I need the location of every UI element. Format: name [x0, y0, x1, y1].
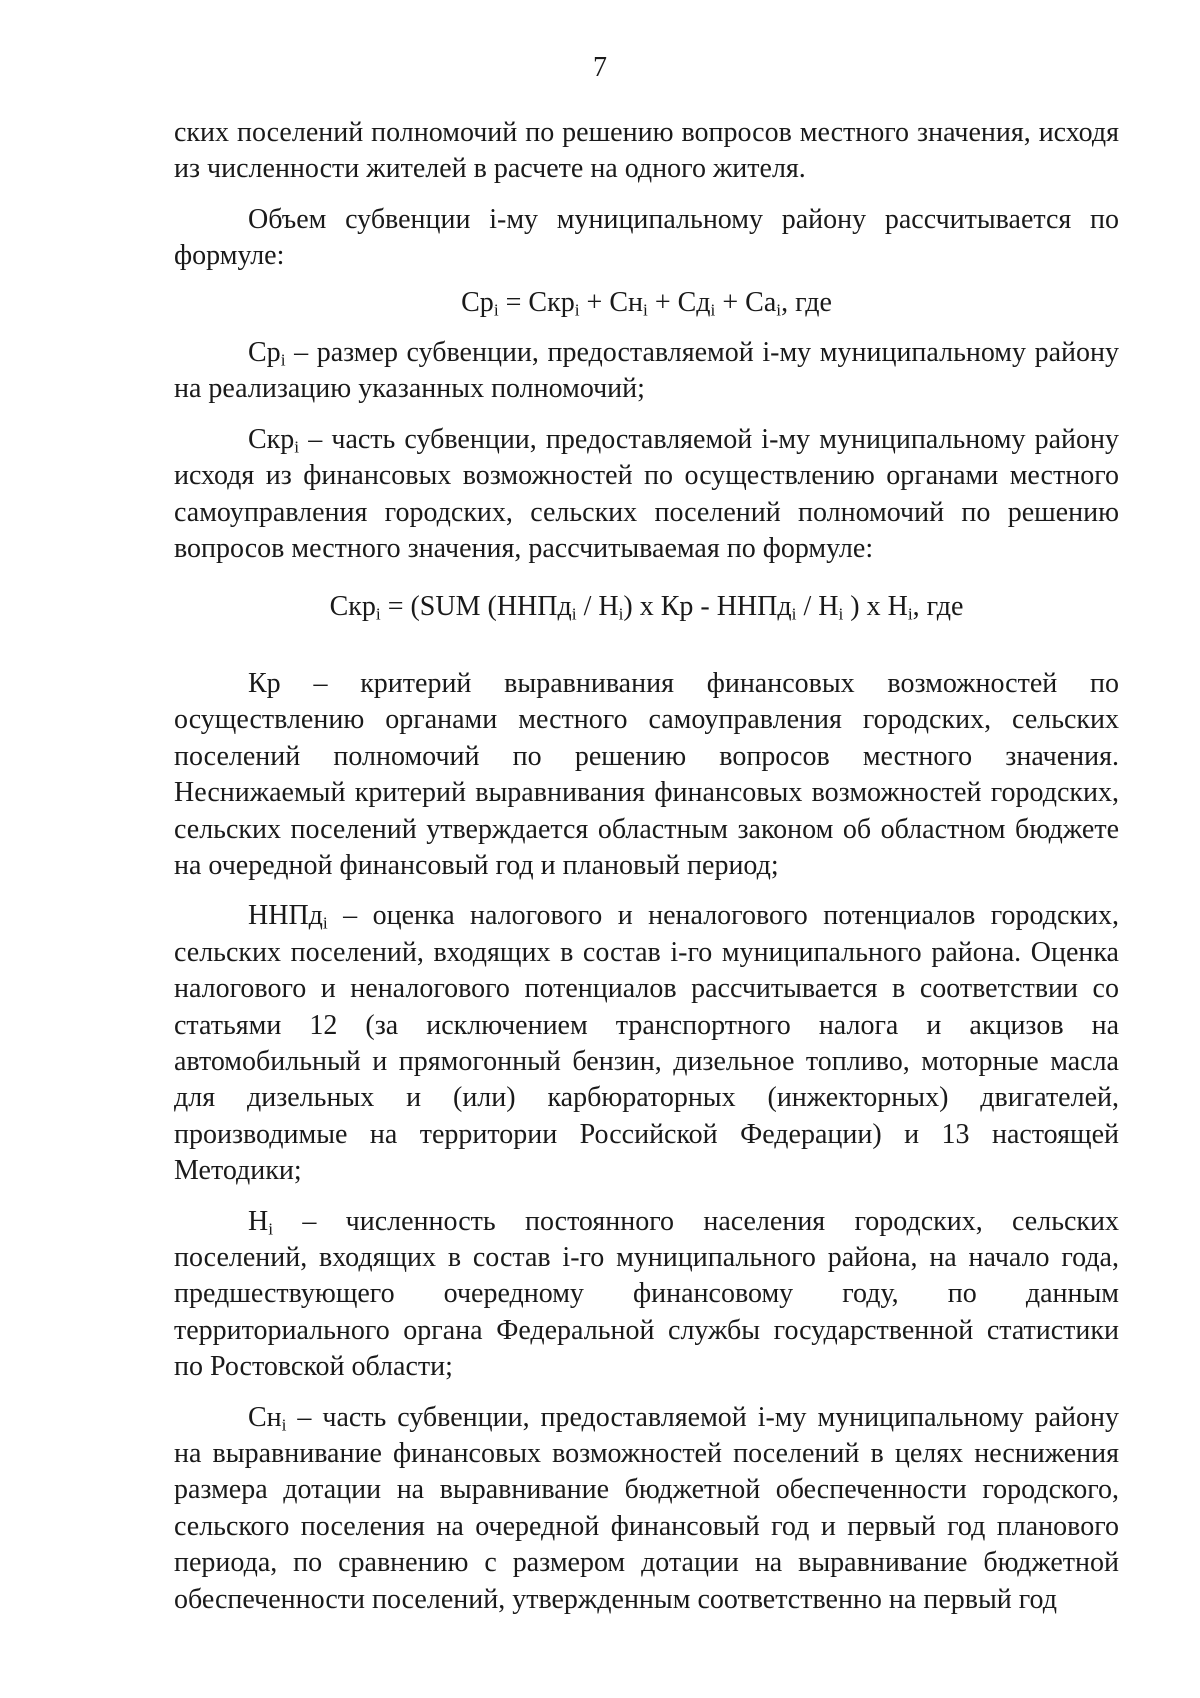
term: Ср [248, 337, 281, 369]
formula-skr: Скр$_i$ = (SUM (ННПд$_i$ / $Н_i$) х Кр - ННПд$_i$ / $Н_i$ ) х $Н_i$, где [329, 591, 964, 624]
paragraph-text: Объем субвенции i-му муниципальному району рассчитывается по формуле: [174, 203, 1119, 272]
definition-sn: $Сн_i$ – часть субвенции, предоставляемой i-му муниципальному району на выравнивание финансовых возможностей поселений в целях неснижения размера дотации на выравнивание бюджетной обеспеченности городского, сельского поселения на очередной финансовый год и первый год планового периода, по сравнению с размером дотации на выравнивание бюджетной обеспеченности поселений, утвержденным соответственно на первый год [174, 1401, 1119, 1615]
term: Скр [248, 423, 295, 455]
definition-kr [174, 666, 1119, 884]
definition-text: – критерий выравнивания финансовых возможностей по осуществлению органами местного самоуправления городских, сельских поселений полномочий по решению вопросов местного значения. Неснижаемый критерий выравнивания финансовых возможностей городских, сельских поселений утверждается областным законом об областном бюджете на очередной финансовый год и плановый период; [174, 667, 1119, 881]
definition-skr: Скр$_i$ – часть субвенции, предоставляемой i-му муниципальному району исходя из финансовых возможностей по осуществлению органами местного самоуправления городских, сельских поселений полномочий по решению вопросов местного значения, рассчитываемая по формуле: [174, 423, 1119, 565]
definition-nnpd: ННПд$_i$ – оценка налогового и неналогового потенциалов городских, сельских поселений, входящих в состав i-го муниципального района. Оценка налогового и неналогового потенциалов рассчитывается в соответствии со статьями 12 (за исключением транспортного налога и акцизов на автомобильный и прямогонный бензин, дизельное топливо, моторные масла для дизельных и (или) карбюраторных (инжекторных) двигателей, производимые на территории Российской Федерации) и 13 настоящей Методики; [174, 900, 1119, 1187]
definition-sr: $Ср_i$ – размер субвенции, предоставляемой i-му муниципальному району на реализацию указанных полномочий; [174, 337, 1119, 405]
definition-text: – часть субвенции, предоставляемой i-му муниципальному району исходя из финансовых возможностей по осуществлению органами местного самоуправления городских, сельских поселений полномочий по решению вопросов местного значения, рассчитываемая по формуле: [174, 423, 1119, 565]
term: Н [248, 1205, 269, 1237]
definition-text: – оценка налогового и неналогового потенциалов городских, сельских поселений, входящих в состав i-го муниципального района. Оценка налогового и неналогового потенциалов рассчитывается в соответствии со статьями 12 (за исключением транспортного налога и акцизов на автомобильный и прямогонный бензин, дизельное топливо, моторные масла для дизельных и (или) карбюраторных (инжекторных) двигателей, производимые на территории Российской Федерации) и 13 настоящей Методики; [174, 900, 1119, 1187]
paragraph [174, 202, 1119, 275]
term: ННПд [248, 900, 323, 932]
definition-text: – размер субвенции, предоставляемой i-му муниципальному району на реализацию указанных полномочий; [174, 337, 1119, 405]
formula-sr: $Ср_i = Скр_i + Сн_i + Сд_i + Са_i$, где [461, 286, 832, 319]
document-body [174, 115, 1119, 1632]
term: Сн [248, 1401, 282, 1433]
definition-text: – часть субвенции, предоставляемой i-му муниципальному району на выравнивание финансовых возможностей поселений в целях неснижения размера дотации на выравнивание бюджетной обеспеченности городского, сельского поселения на очередной финансовый год и первый год планового периода, по сравнению с размером дотации на выравнивание бюджетной обеспеченности поселений, утвержденным соответственно на первый год [174, 1401, 1119, 1615]
definition-text: – численность постоянного населения городских, сельских поселений, входящих в состав i-го муниципального района, на начало года, предшествующего очередному финансовому году, по данным территориального органа Федеральной службы государственной статистики по Ростовской области; [174, 1205, 1119, 1383]
page-number: 7 [593, 52, 607, 83]
paragraph-text: ских поселений полномочий по решению вопросов местного значения, исходя из численности жителей в расчете на одного жителя. [174, 117, 1119, 185]
paragraph [174, 115, 1119, 188]
definition-n: $Н_i$ – численность постоянного населения городских, сельских поселений, входящих в состав i-го муниципального района, на начало года, предшествующего очередному финансовому году, по данным территориального органа Федеральной службы государственной статистики по Ростовской области; [174, 1205, 1119, 1383]
term: Кр [248, 667, 281, 699]
